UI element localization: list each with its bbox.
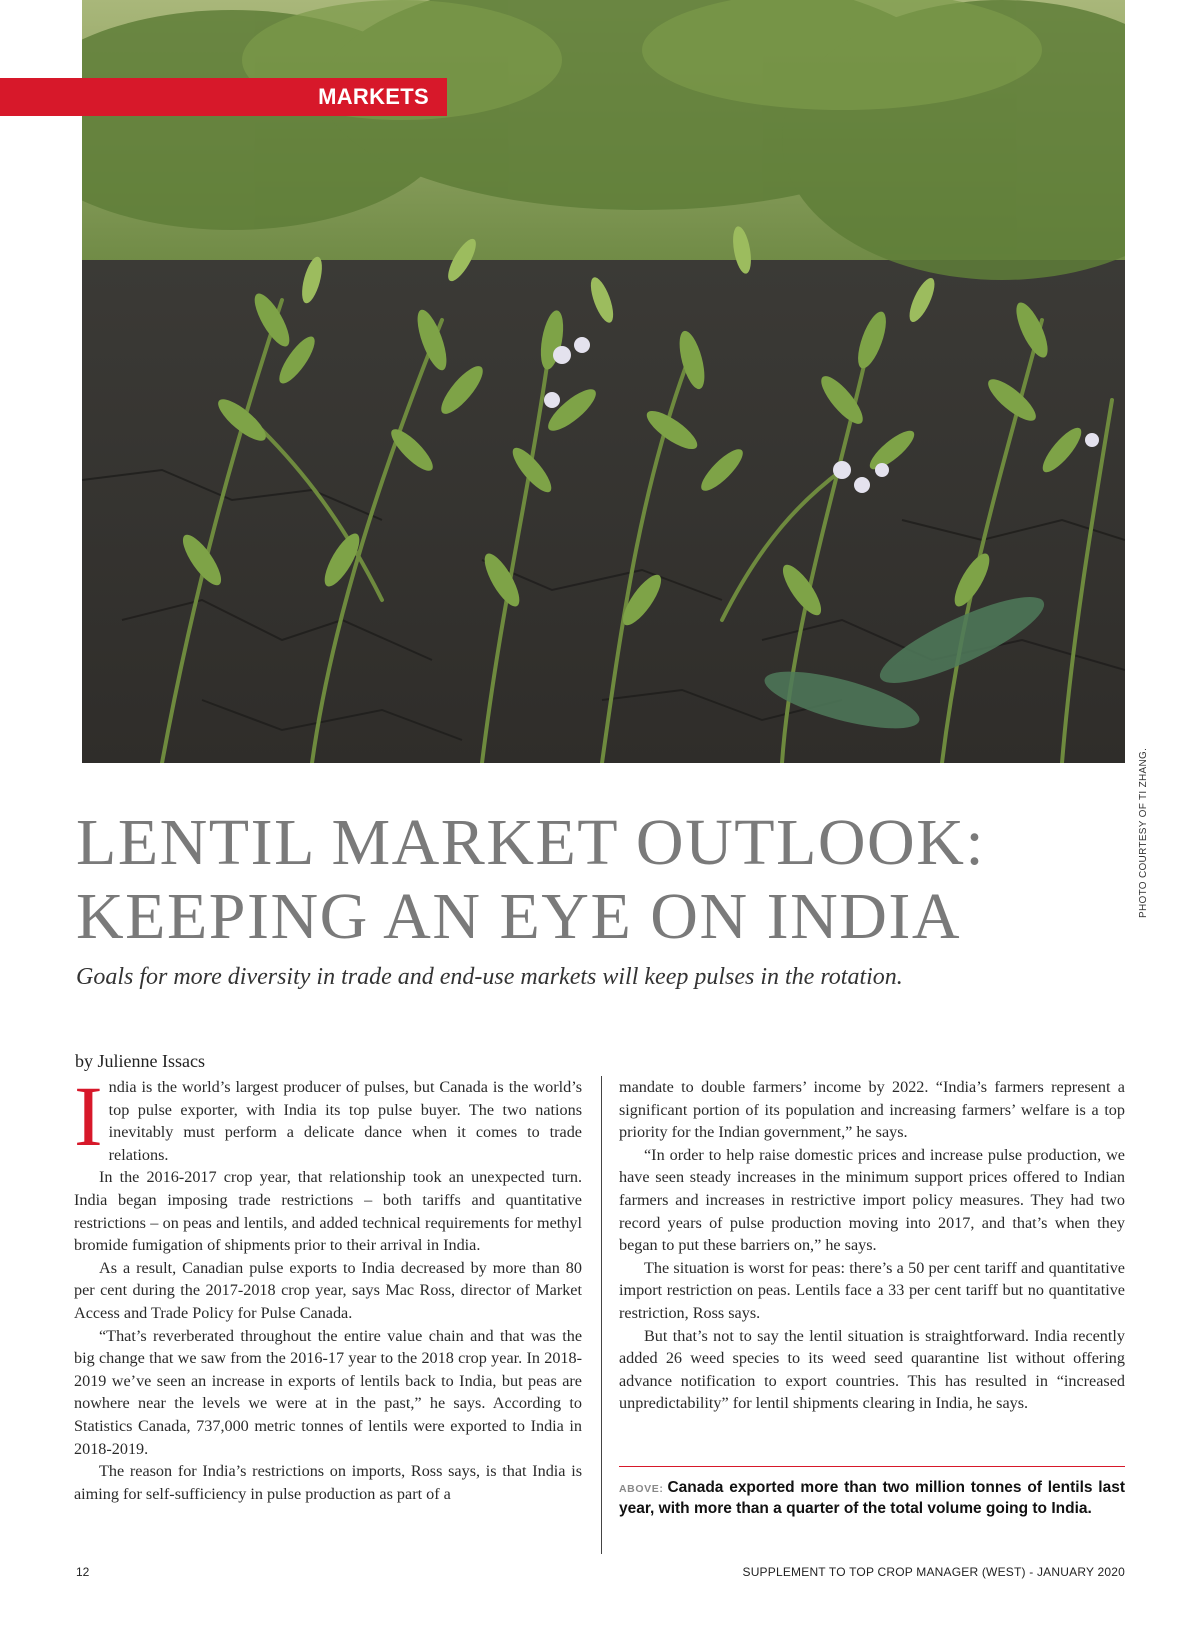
byline: by Julienne Issacs — [75, 1051, 205, 1071]
publication-footer: SUPPLEMENT TO TOP CROP MANAGER (WEST) - JANUARY 2020 — [742, 1565, 1125, 1579]
body-paragraph: The reason for India’s restrictions on imports, Ross says, is that India is aiming for self-sufficiency in pulse production as part of a — [74, 1462, 582, 1503]
body-paragraph: “That’s reverberated throughout the entire value chain and that was the big change that we saw from the 2016-17 year to the 2018 crop year. In 2018-2019 we’ve seen an increase in exports of lentils back to India, but peas are nowhere near the levels we were at in the past,” he says. According to Statistics Canada, 737,000 metric tonnes of lentils were exported to India in 2018-2019. — [74, 1326, 582, 1458]
column-divider — [601, 1076, 602, 1554]
photo-caption — [619, 1478, 1125, 1519]
body-paragraph: The situation is worst for peas: there’s a 50 per cent tariff and quantitative import restriction on peas. Lentils face a 33 per cent tariff but no quantitative restriction, Ross says. — [619, 1258, 1125, 1322]
headline — [76, 806, 1136, 954]
body-paragraph: But that’s not to say the lentil situation is straightforward. India recently added 26 weed species to its weed seed quarantine list without offering advance notification to export countries. This has resulted in “increased unpredictability” for lentil shipments clearing in India, he says. — [619, 1326, 1125, 1413]
headline-line-2: KEEPING AN EYE ON INDIA — [76, 880, 962, 953]
section-tag-markets: MARKETS — [0, 78, 447, 116]
caption-text: Canada exported more than two million tonnes of lentils last year, with more than a quarter of the total volume going to India. — [619, 1479, 1125, 1517]
headline-line-1: LENTIL MARKET OUTLOOK: — [76, 806, 986, 879]
body-paragraph: In the 2016-2017 crop year, that relationship took an unexpected turn. India began imposing trade restrictions – both tariffs and quantitative restrictions – on peas and lentils, and added technical requirements for methyl bromide fumigation of shipments prior to their arrival in India. — [74, 1168, 582, 1255]
body-paragraph: India is the world’s largest producer of pulses, but Canada is the world’s top pulse exporter, with India its top pulse buyer. The two nations inevitably must perform a delicate dance when it comes to trade relations. — [74, 1068, 582, 1164]
page-number: 12 — [76, 1565, 90, 1579]
body-column-left — [74, 1068, 582, 1505]
dropcap: I — [74, 1068, 103, 1164]
body-paragraph: As a result, Canadian pulse exports to India decreased by more than 80 per cent during the 2017-2018 crop year, says Mac Ross, director of Market Access and Trade Policy for Pulse Canada. — [74, 1258, 582, 1322]
body-column-right — [619, 1076, 1125, 1415]
body-paragraph: mandate to double farmers’ income by 2022. “India’s farmers represent a significant portion of its population and increasing farmers’ welfare is a top priority for the Indian government,” he says. — [619, 1078, 1125, 1142]
photo-credit — [1138, 600, 1150, 918]
caption-lead: ABOVE: — [619, 1483, 664, 1495]
deck-subtitle: Goals for more diversity in trade and end-use markets will keep pulses in the rotation. — [76, 964, 903, 990]
photo-credit-text: PHOTO COURTESY OF TI ZHANG. — [1138, 747, 1149, 918]
body-paragraph: “In order to help raise domestic prices and increase pulse production, we have seen steady increases in the minimum support prices offered to Indian farmers and increases in restrictive import policy measures. They had two record years of pulse production moving into 2017, and that’s when they began to put these barriers on,” he says. — [619, 1145, 1125, 1255]
caption-rule — [619, 1466, 1125, 1467]
